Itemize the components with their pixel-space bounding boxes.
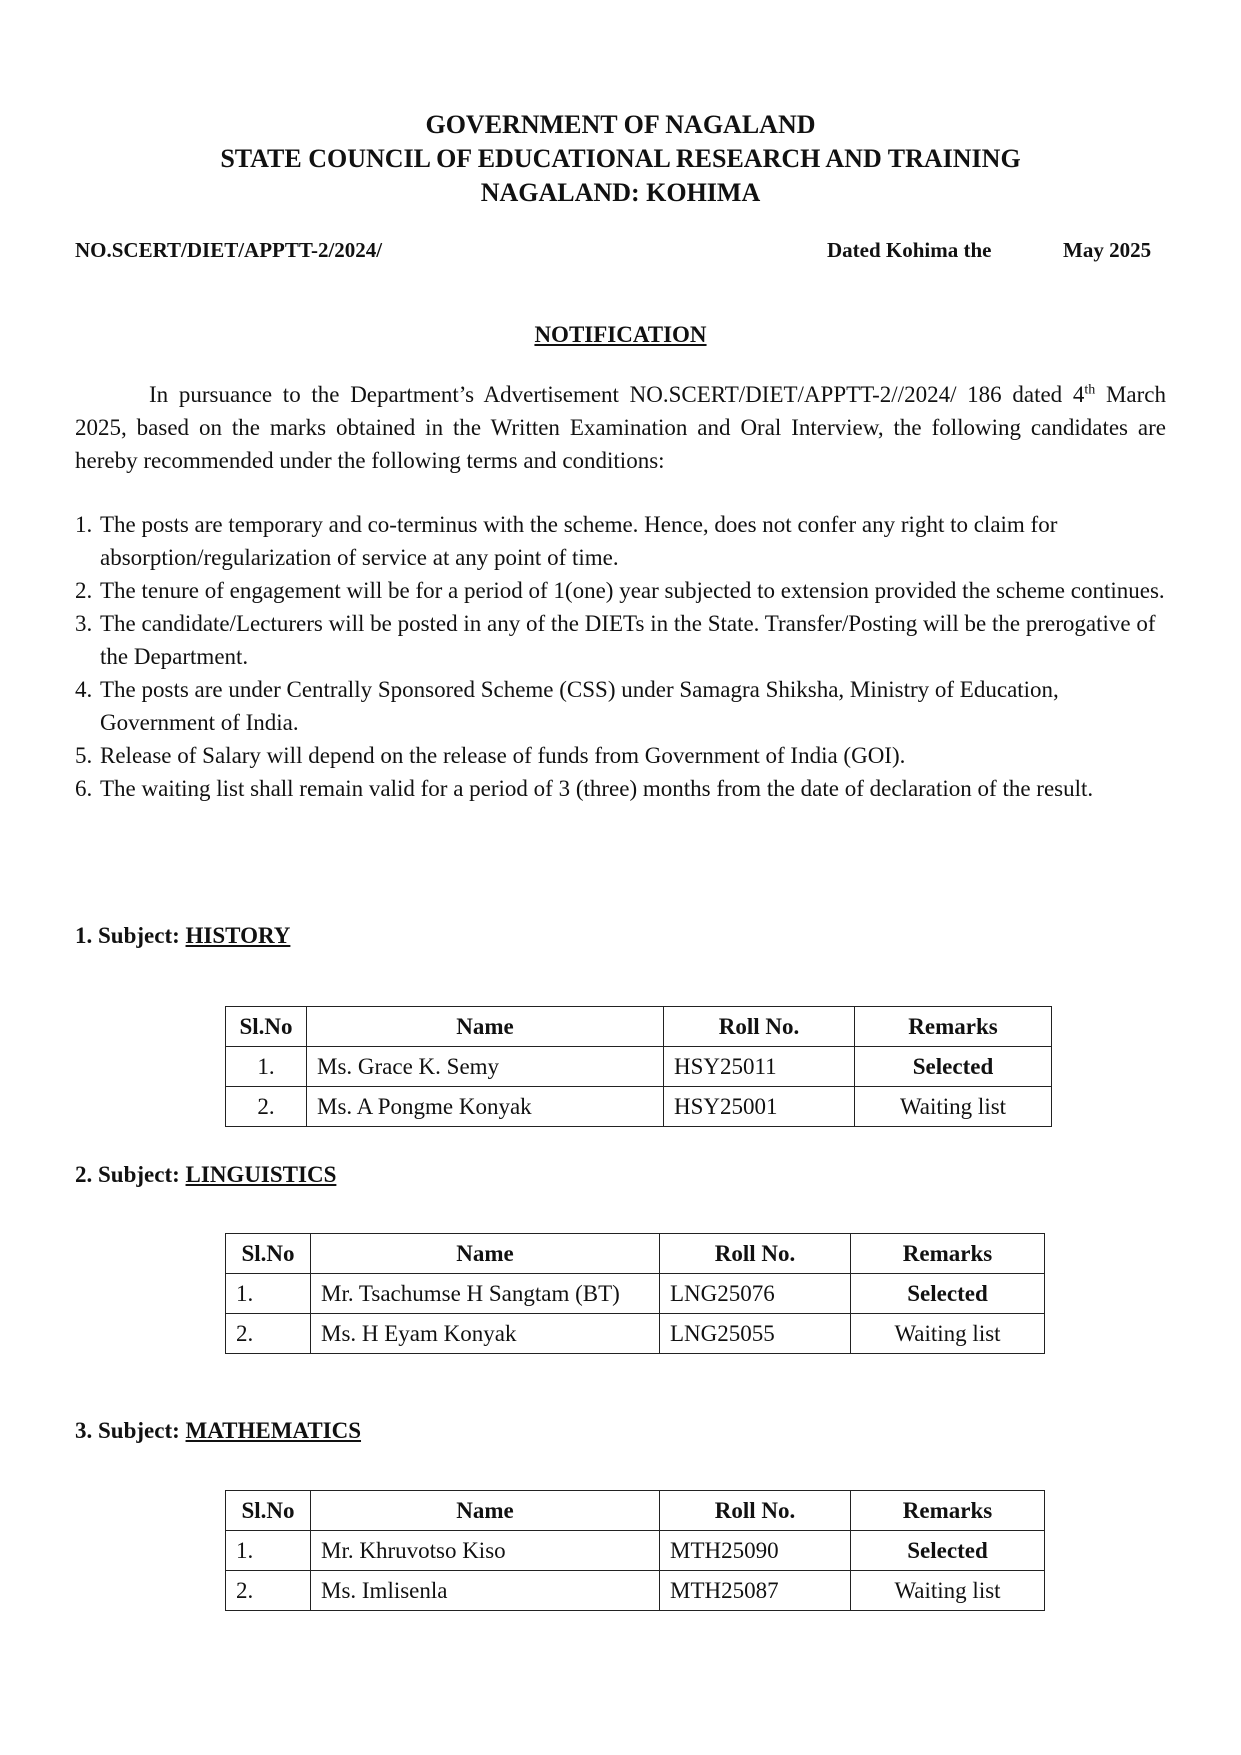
condition-number: 4. — [75, 677, 93, 702]
cell-roll: MTH25090 — [660, 1531, 851, 1571]
col-header-remarks: Remarks — [851, 1234, 1045, 1274]
condition-number: 2. — [75, 578, 93, 603]
linguistics-table — [225, 1233, 1045, 1354]
subject-heading-history — [75, 923, 290, 949]
reference-date: May 2025 — [1063, 238, 1152, 262]
table-row — [226, 1314, 1045, 1354]
col-header-name: Name — [311, 1234, 660, 1274]
condition-item — [75, 607, 1175, 673]
notification-title — [0, 322, 1241, 348]
cell-name: Ms. H Eyam Konyak — [311, 1314, 660, 1354]
subject-name: MATHEMATICS — [185, 1418, 362, 1443]
subject-prefix: 2. Subject: — [75, 1162, 186, 1187]
subject-heading-mathematics — [75, 1418, 361, 1444]
col-header-name: Name — [307, 1007, 664, 1047]
cell-remarks: Waiting list — [851, 1571, 1045, 1611]
header-line-3: NAGALAND: KOHIMA — [480, 178, 761, 207]
col-header-roll: Roll No. — [664, 1007, 855, 1047]
condition-number: 1. — [75, 512, 93, 537]
table-row — [226, 1087, 1052, 1127]
intro-text-1: In pursuance to the Department’s Advertisement NO.SCERT/DIET/APPTT-2//2024/ 186 dated 4 — [149, 382, 1085, 407]
cell-roll: LNG25055 — [660, 1314, 851, 1354]
header-line-1: GOVERNMENT OF NAGALAND — [425, 110, 816, 139]
col-header-slno: Sl.No — [226, 1007, 307, 1047]
table-header-row — [226, 1491, 1045, 1531]
intro-sup: th — [1084, 382, 1096, 398]
condition-item — [75, 739, 1175, 772]
condition-item — [75, 772, 1175, 805]
cell-name: Mr. Khruvotso Kiso — [311, 1531, 660, 1571]
condition-text: The tenure of engagement will be for a period of 1(one) year subjected to extension provided the scheme continues. — [100, 578, 1165, 603]
cell-remarks: Selected — [851, 1274, 1045, 1314]
condition-text: The posts are temporary and co-terminus with the scheme. Hence, does not confer any right to claim for absorption/regularization of service at any point of time. — [100, 512, 1058, 570]
col-header-remarks: Remarks — [855, 1007, 1052, 1047]
notification-title-text: NOTIFICATION — [534, 322, 707, 347]
condition-item — [75, 574, 1175, 607]
cell-slno: 1. — [226, 1047, 307, 1087]
cell-roll: HSY25011 — [664, 1047, 855, 1087]
table-row — [226, 1571, 1045, 1611]
cell-name: Ms. Imlisenla — [311, 1571, 660, 1611]
cell-slno: 2. — [226, 1087, 307, 1127]
dated-label: Dated Kohima the — [827, 238, 992, 262]
cell-slno: 1. — [226, 1274, 311, 1314]
intro-paragraph — [75, 378, 1166, 477]
table-row — [226, 1274, 1045, 1314]
condition-item — [75, 673, 1175, 739]
condition-number: 5. — [75, 743, 93, 768]
condition-text: The posts are under Centrally Sponsored Scheme (CSS) under Samagra Shiksha, Ministry of Education, Government of India. — [100, 677, 1059, 735]
cell-remarks: Selected — [855, 1047, 1052, 1087]
cell-slno: 2. — [226, 1314, 311, 1354]
intro-text-2: March 2025, based on the marks obtained in the Written Examination and Oral Interview, the following candidates are hereby recommended under the following terms and conditions: — [75, 382, 1166, 473]
condition-text: Release of Salary will depend on the release of funds from Government of India (GOI). — [100, 743, 906, 768]
subject-name: LINGUISTICS — [185, 1162, 337, 1187]
reference-number: NO.SCERT/DIET/APPTT-2/2024/ — [75, 238, 383, 262]
table-header-row — [226, 1007, 1052, 1047]
condition-item — [75, 508, 1175, 574]
condition-text: The candidate/Lecturers will be posted in any of the DIETs in the State. Transfer/Posting will be the prerogative of the Department. — [100, 611, 1156, 669]
header-line-2: STATE COUNCIL OF EDUCATIONAL RESEARCH AND TRAINING — [220, 144, 1021, 173]
condition-number: 6. — [75, 776, 93, 801]
cell-remarks: Selected — [851, 1531, 1045, 1571]
table-row — [226, 1531, 1045, 1571]
col-header-name: Name — [311, 1491, 660, 1531]
cell-name: Ms. Grace K. Semy — [307, 1047, 664, 1087]
cell-roll: LNG25076 — [660, 1274, 851, 1314]
condition-text: The waiting list shall remain valid for a period of 3 (three) months from the date of declaration of the result. — [100, 776, 1094, 801]
conditions-list — [75, 508, 1175, 805]
col-header-remarks: Remarks — [851, 1491, 1045, 1531]
subject-name: HISTORY — [185, 923, 291, 948]
subject-prefix: 1. Subject: — [75, 923, 186, 948]
cell-remarks: Waiting list — [851, 1314, 1045, 1354]
cell-roll: HSY25001 — [664, 1087, 855, 1127]
cell-roll: MTH25087 — [660, 1571, 851, 1611]
col-header-roll: Roll No. — [660, 1234, 851, 1274]
col-header-slno: Sl.No — [226, 1491, 311, 1531]
cell-slno: 2. — [226, 1571, 311, 1611]
cell-name: Mr. Tsachumse H Sangtam (BT) — [311, 1274, 660, 1314]
col-header-roll: Roll No. — [660, 1491, 851, 1531]
subject-prefix: 3. Subject: — [75, 1418, 186, 1443]
cell-slno: 1. — [226, 1531, 311, 1571]
mathematics-table — [225, 1490, 1045, 1611]
cell-name: Ms. A Pongme Konyak — [307, 1087, 664, 1127]
history-table — [225, 1006, 1052, 1127]
table-header-row — [226, 1234, 1045, 1274]
table-row — [226, 1047, 1052, 1087]
col-header-slno: Sl.No — [226, 1234, 311, 1274]
subject-heading-linguistics — [75, 1162, 336, 1188]
condition-number: 3. — [75, 611, 93, 636]
cell-remarks: Waiting list — [855, 1087, 1052, 1127]
